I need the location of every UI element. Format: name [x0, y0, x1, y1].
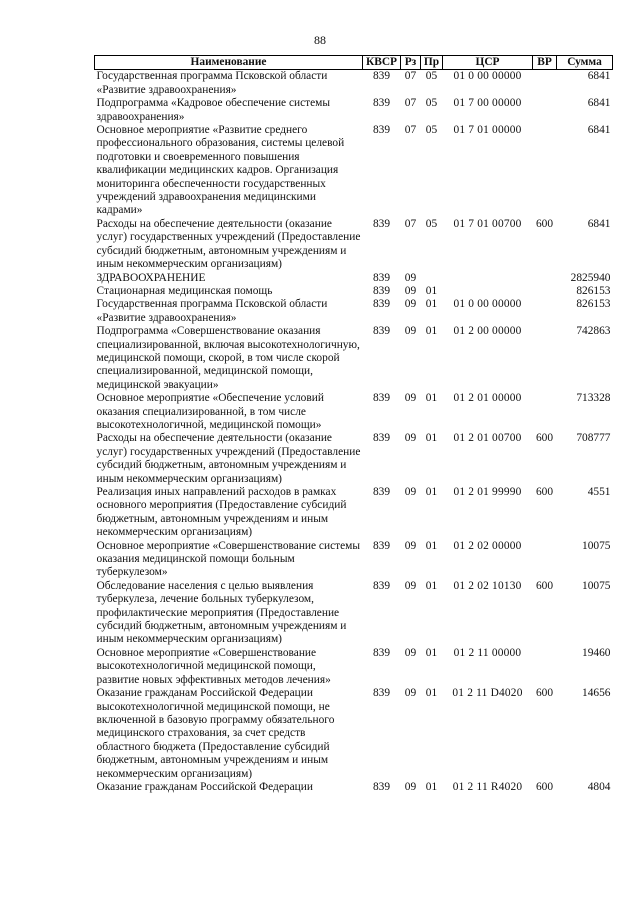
cell-csr: 01 2 11 D4020 [452, 687, 523, 700]
cell-name: Стационарная медицинская помощь [96, 284, 273, 297]
table-row [95, 272, 613, 285]
cell-csr: 01 2 01 99990 [453, 486, 522, 498]
cell-name: Основное мероприятие «Совершенствование высокотехнологичной медицинской помощи, развитие новых эффективных методов лечения» [96, 646, 331, 686]
cell-sum: 10075 [582, 539, 611, 552]
cell-rz: 09 [404, 646, 417, 659]
cell-pr: 01 [425, 646, 438, 659]
cell-rz: 09 [404, 539, 417, 552]
cell-csr: 01 7 01 00700 [453, 217, 522, 230]
table-row [95, 540, 613, 580]
cell-pr: 01 [425, 432, 438, 445]
cell-rz: 07 [404, 97, 417, 110]
cell-vr [533, 70, 557, 97]
header-kvsr: КВСР [363, 56, 401, 70]
cell-vr [533, 272, 557, 285]
header-pr: Пр [421, 56, 443, 70]
cell-sum: 708777 [576, 432, 611, 445]
cell-csr: 01 2 11 00000 [453, 646, 522, 659]
cell-pr: 01 [425, 780, 438, 793]
table-row [95, 781, 613, 794]
cell-name: Оказание гражданам Российской Федерации [96, 780, 313, 793]
cell-rz: 09 [404, 284, 417, 297]
cell-vr: 600 [535, 486, 554, 498]
cell-kvsr: 839 [372, 271, 391, 284]
cell-kvsr: 839 [372, 124, 391, 137]
cell-vr [533, 647, 557, 687]
table-row [95, 580, 613, 647]
cell-csr: 01 7 01 00000 [453, 124, 522, 137]
table-row [95, 298, 613, 325]
cell-name: Реализация иных направлений расходов в рамках основного мероприятия (Предоставление субсидий бюджетным, автономным учреждениям и иным некоммерческим организациям) [96, 486, 347, 539]
cell-pr: 01 [425, 325, 438, 338]
cell-name: Подпрограмма «Совершенствование оказания специализированной, включая высокотехнологичную, медицинской помощи, скорой, в том числе скорой специализированной, медицинской помощи, медицинской эвакуации» [96, 325, 360, 391]
cell-kvsr: 839 [372, 646, 391, 659]
cell-kvsr: 839 [372, 70, 391, 83]
cell-rz: 09 [404, 579, 417, 592]
cell-pr: 01 [425, 284, 438, 297]
cell-rz: 09 [404, 298, 417, 311]
cell-pr: 01 [425, 486, 438, 498]
cell-pr: 05 [425, 97, 438, 110]
cell-rz: 09 [404, 432, 417, 445]
cell-vr [533, 285, 557, 298]
cell-sum: 19460 [582, 646, 611, 659]
cell-kvsr: 839 [372, 284, 391, 297]
cell-sum: 6841 [587, 97, 611, 110]
cell-name: Государственная программа Псковской области «Развитие здравоохранения» [96, 298, 328, 324]
page-number: 88 [314, 33, 326, 47]
cell-sum: 4551 [587, 486, 611, 498]
cell-vr [533, 97, 557, 124]
cell-pr: 01 [425, 392, 438, 405]
cell-sum: 6841 [587, 217, 611, 230]
cell-csr: 01 0 00 00000 [453, 298, 522, 311]
table-row [95, 97, 613, 124]
cell-vr [533, 124, 557, 218]
cell-sum: 10075 [582, 579, 611, 592]
cell-pr: 05 [425, 70, 438, 83]
cell-name: Государственная программа Псковской области «Развитие здравоохранения» [96, 70, 328, 96]
cell-sum: 826153 [576, 284, 611, 297]
cell-vr: 600 [535, 217, 554, 230]
cell-name: Оказание гражданам Российской Федерации высокотехнологичной медицинской помощи, не включенной в базовую программу обязательного медицинского страхования, за счет средств областного бюджета (Предоставление субсидий бюджетным, автономным учреждениям и иным некоммерческим организациям) [96, 687, 335, 780]
table-row [95, 70, 613, 97]
cell-name: Основное мероприятие «Развитие среднего профессионального образования, системы целевой подготовки и своевременного повышения квалификации медицинских кадров. Организация мониторинга обеспеченности государственных учреждений здравоохранения медицинскими кадрами» [96, 124, 345, 217]
cell-vr: 600 [535, 687, 554, 700]
cell-rz: 09 [404, 392, 417, 405]
cell-pr: 01 [425, 298, 438, 311]
cell-sum: 14656 [582, 687, 611, 700]
cell-vr [533, 298, 557, 325]
cell-sum: 826153 [576, 298, 611, 311]
header-name: Наименование [95, 56, 363, 70]
cell-rz: 09 [404, 687, 417, 700]
cell-kvsr: 839 [372, 298, 391, 311]
cell-name: ЗДРАВООХРАНЕНИЕ [96, 271, 206, 284]
cell-sum: 6841 [587, 124, 611, 137]
table-header-row [95, 56, 613, 70]
cell-csr: 01 2 02 10130 [453, 579, 522, 592]
cell-vr: 600 [535, 432, 554, 445]
cell-csr: 01 2 02 00000 [453, 539, 522, 552]
table-row [95, 687, 613, 781]
cell-rz: 09 [404, 486, 417, 498]
cell-csr [443, 285, 533, 298]
cell-rz: 07 [404, 217, 417, 230]
cell-name: Расходы на обеспечение деятельности (оказание услуг) государственных учреждений (Предоставление субсидий бюджетным, автономным учреждениям и иным некоммерческим организациям) [96, 217, 361, 271]
cell-kvsr: 839 [372, 579, 391, 592]
cell-rz: 09 [404, 325, 417, 338]
table-row [95, 218, 613, 272]
cell-kvsr: 839 [372, 539, 391, 552]
header-sum: Сумма [557, 56, 613, 70]
cell-rz: 09 [404, 780, 417, 793]
cell-name: Обследование населения с целью выявления туберкулеза, лечение больных туберкулезом, профилактические мероприятия (Предоставление субсидий бюджетным, автономным учреждениям и иным некоммерческим организациям) [96, 579, 347, 646]
cell-pr: 05 [425, 124, 438, 137]
header-vr: ВР [533, 56, 557, 70]
cell-kvsr: 839 [372, 97, 391, 110]
cell-csr: 01 7 00 00000 [453, 97, 522, 110]
cell-name: Основное мероприятие «Совершенствование системы оказания медицинской помощи больным туберкулезом» [96, 539, 361, 579]
cell-kvsr: 839 [372, 432, 391, 445]
table-row [95, 432, 613, 486]
cell-kvsr: 839 [372, 392, 391, 405]
cell-kvsr: 839 [372, 486, 391, 498]
cell-vr: 600 [535, 579, 554, 592]
cell-kvsr: 839 [372, 325, 391, 338]
cell-rz: 07 [404, 124, 417, 137]
cell-pr: 01 [425, 687, 438, 700]
cell-rz: 09 [404, 271, 417, 284]
cell-name: Основное мероприятие «Обеспечение условий оказания специализированной, в том числе высокотехнологичной, медицинской помощи» [96, 392, 324, 431]
table-row [95, 647, 613, 687]
table-row [95, 124, 613, 218]
cell-pr [421, 272, 443, 285]
table-row [95, 325, 613, 392]
cell-vr [533, 540, 557, 580]
cell-pr: 01 [425, 539, 438, 552]
table-row [95, 392, 613, 432]
cell-pr: 05 [425, 217, 438, 230]
table-row [95, 285, 613, 298]
cell-name: Подпрограмма «Кадровое обеспечение системы здравоохранения» [96, 97, 331, 123]
table-row [95, 486, 613, 540]
cell-kvsr: 839 [372, 780, 391, 793]
cell-kvsr: 839 [372, 217, 391, 230]
cell-csr: 01 2 01 00700 [453, 432, 522, 445]
cell-csr: 01 2 00 00000 [453, 325, 522, 338]
cell-name: Расходы на обеспечение деятельности (оказание услуг) государственных учреждений (Предоставление субсидий бюджетным, автономным учреждениям и иным некоммерческим организациям) [96, 432, 361, 485]
cell-sum: 2825940 [570, 271, 611, 284]
cell-vr [533, 392, 557, 432]
cell-sum: 6841 [587, 70, 611, 83]
cell-vr [533, 325, 557, 392]
cell-sum: 4804 [587, 780, 611, 793]
cell-csr: 01 0 00 00000 [453, 70, 522, 83]
cell-csr: 01 2 11 R4020 [452, 780, 523, 793]
cell-sum: 713328 [576, 392, 611, 405]
cell-pr: 01 [425, 579, 438, 592]
cell-vr: 600 [535, 780, 554, 793]
cell-csr [443, 272, 533, 285]
cell-rz: 07 [404, 70, 417, 83]
header-csr: ЦСР [443, 56, 533, 70]
budget-table [94, 55, 613, 794]
cell-kvsr: 839 [372, 687, 391, 700]
cell-csr: 01 2 01 00000 [453, 392, 522, 405]
header-rz: Рз [401, 56, 421, 70]
cell-sum: 742863 [576, 325, 611, 338]
